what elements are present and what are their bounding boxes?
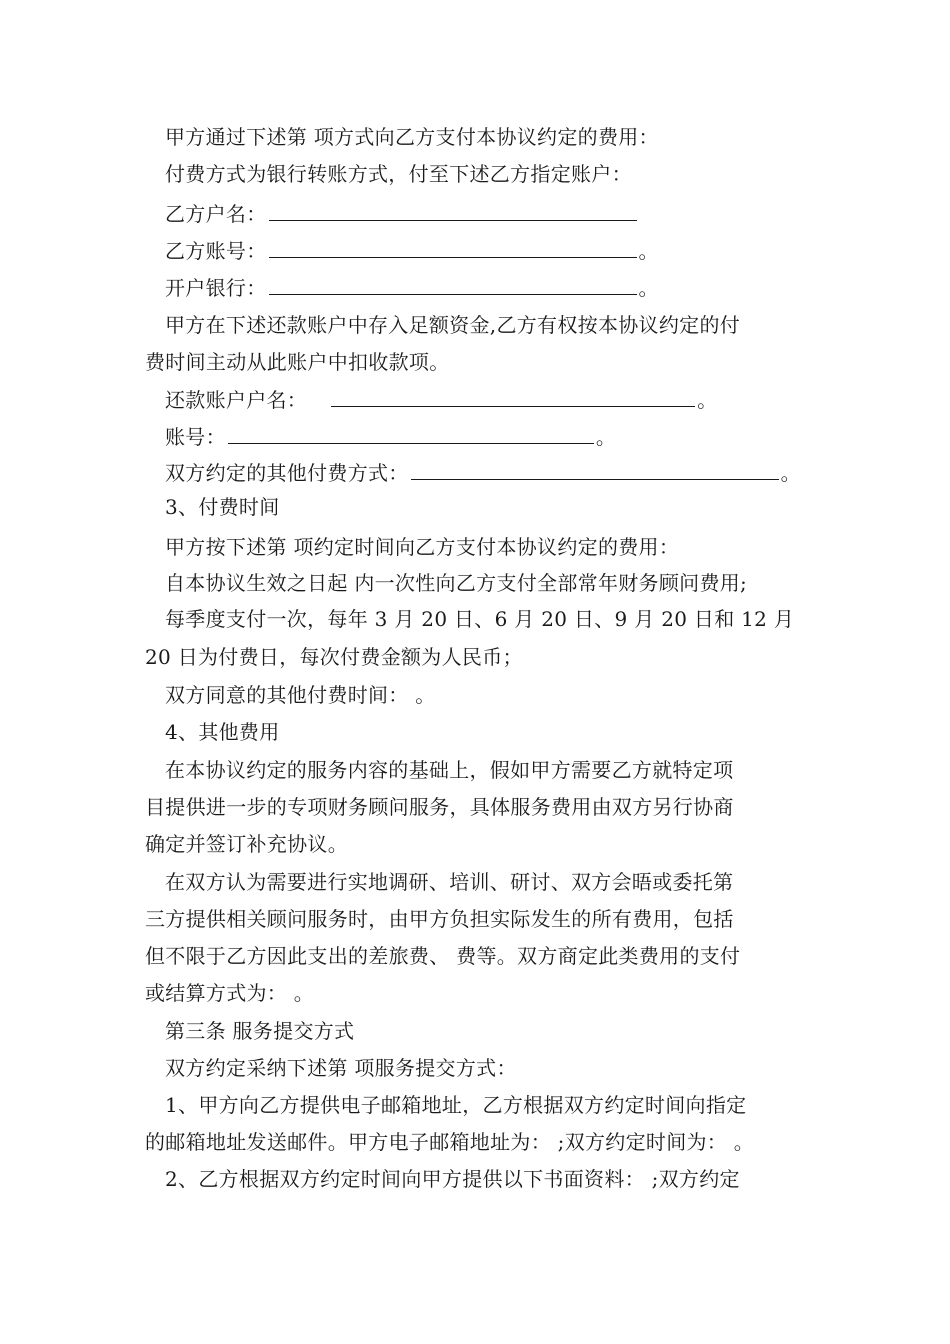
period: 。 <box>638 276 659 300</box>
text-line: 在双方认为需要进行实地调研、培训、研讨、双方会晤或委托第 <box>165 870 734 894</box>
field-label: 双方约定的其他付费方式： <box>165 461 409 485</box>
blank-line <box>269 274 637 295</box>
field-label: 账号： <box>165 425 226 449</box>
text-line: 双方约定采纳下述第 项服务提交方式： <box>165 1056 517 1080</box>
form-line-payee-account <box>145 237 845 263</box>
text-line: 甲方按下述第 项约定时间向乙方支付本协议约定的费用： <box>165 535 680 559</box>
text-line: 付费方式为银行转账方式，付至下述乙方指定账户： <box>165 162 632 186</box>
text-line: 但不限于乙方因此支出的差旅费、 费等。双方商定此类费用的支付 <box>145 944 741 968</box>
period: 。 <box>595 425 617 449</box>
text-line: 三方提供相关顾问服务时，由甲方负担实际发生的所有费用，包括 <box>145 907 734 931</box>
article-heading: 第三条 服务提交方式 <box>165 1019 355 1043</box>
field-label: 乙方账号： <box>165 239 267 263</box>
text-line: 每季度支付一次，每年 3 月 20 日、6 月 20 日、9 月 20 日和 12 月 <box>165 607 795 631</box>
period: 。 <box>697 388 718 412</box>
text-line: 甲方在下述还款账户中存入足额资金,乙方有权按本协议约定的付 <box>165 313 741 337</box>
text-line: 双方同意的其他付费时间： 。 <box>165 683 436 707</box>
text-line: 目提供进一步的专项财务顾问服务，具体服务费用由双方另行协商 <box>145 795 734 819</box>
text-line: 确定并签订补充协议。 <box>145 832 348 856</box>
text-line: 甲方通过下述第 项方式向乙方支付本协议约定的费用： <box>165 125 659 149</box>
blank-line <box>411 459 779 480</box>
form-line-payee-name <box>145 200 845 226</box>
form-line-bank <box>145 274 845 300</box>
text-line: 费时间主动从此账户中扣收款项。 <box>145 350 450 374</box>
text-line: 或结算方式为： 。 <box>145 981 315 1005</box>
text-line: 20 日为付费日，每次付费金额为人民币； <box>145 645 523 669</box>
field-label: 乙方户名： <box>165 202 267 226</box>
text-line: 自本协议生效之日起 内一次性向乙方支付全部常年财务顾问费用; <box>165 571 748 595</box>
blank-line <box>331 386 695 407</box>
form-line-repay-account <box>145 423 845 449</box>
period: 。 <box>638 239 659 263</box>
text-line: 2、乙方根据双方约定时间向甲方提供以下书面资料： ;双方约定 <box>165 1167 740 1191</box>
field-label: 开户银行： <box>165 276 267 300</box>
text-line: 1、甲方向乙方提供电子邮箱地址，乙方根据双方约定时间向指定 <box>165 1093 747 1117</box>
period: 。 <box>780 461 801 485</box>
form-line-other-payment <box>145 459 925 485</box>
text-line: 的邮箱地址发送邮件。甲方电子邮箱地址为： ;双方约定时间为： 。 <box>145 1130 755 1154</box>
blank-line <box>228 423 594 444</box>
form-line-repay-name <box>145 386 845 412</box>
section-heading: 4、其他费用 <box>165 720 280 744</box>
blank-line <box>269 237 637 258</box>
blank-line <box>269 200 637 221</box>
section-heading: 3、付费时间 <box>165 495 280 519</box>
field-label: 还款账户户名： <box>165 388 308 412</box>
text-line: 在本协议约定的服务内容的基础上，假如甲方需要乙方就特定项 <box>165 758 734 782</box>
